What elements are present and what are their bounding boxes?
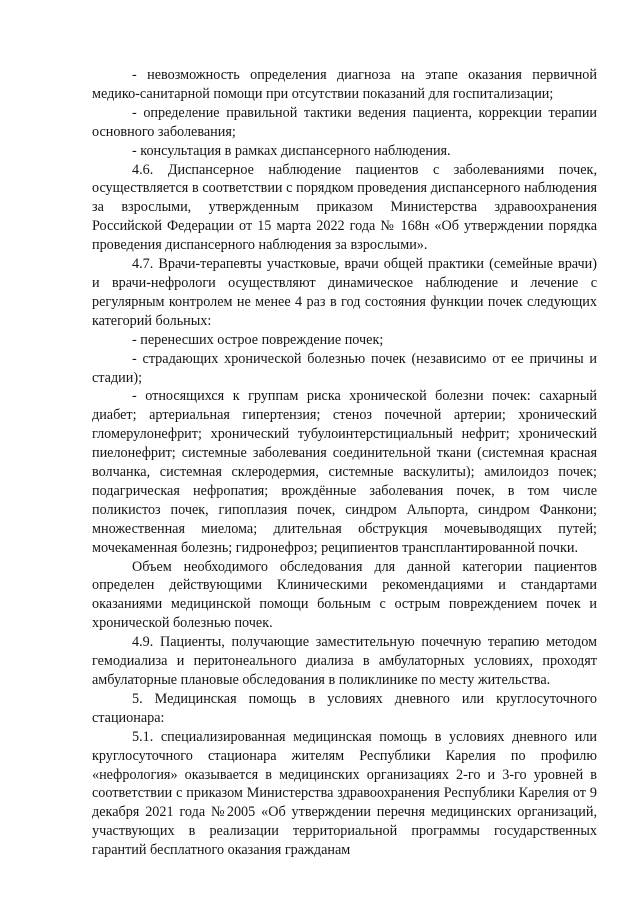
paragraph-5-1: 5.1. специализированная медицинская помощь в условиях дневного или круглосуточного стационара жителям Республики Карелия по профилю «нефрология» оказывается в медицинских организациях 2-го и 3-го уровней в соответствии с приказом Министерства здравоохранения Республики Карелия от 9 декабря 2021 года №2005 «Об утверждении перечня медицинских организаций, участвующих в реализации территориальной программы государственных гарантий бесплатного оказания гражданам: [92, 728, 597, 859]
paragraph-4-7: 4.7. Врачи-терапевты участковые, врачи общей практики (семейные врачи) и врачи-нефрологи осуществляют динамическое наблюдение и лечение с регулярным контролем не менее 4 раз в год состояния функции почек следующих категорий больных:: [92, 256, 597, 329]
document-body: [92, 66, 597, 860]
paragraph-bullet-diagnosis: - невозможность определения диагноза на этапе оказания первичной медико-санитарной помощи при отсутствии показаний для госпитализации;: [92, 67, 597, 102]
paragraph-5: 5. Медицинская помощь в условиях дневного или круглосуточного стационара:: [92, 690, 597, 726]
paragraph-bullet-risk-groups: - относящихся к группам риска хронической болезни почек: сахарный диабет; артериальная гипертензия; стеноз почечной артерии; хронический гломерулонефрит; хронический тубулоинтерстициальный нефрит; хронический пиелонефрит; системные заболевания соединительной ткани (системная красная волчанка, системная склеродермия, системные васкулиты); амилоидоз почек; подагрическая нефропатия; врождённые заболевания почек, в том числе поликистоз почек, гипоплазия почек, синдром Альпорта, синдром Фанкони; множественная миелома; длительная обструкция мочевыводящих путей; мочекаменная болезнь; гидронефроз; реципиентов трансплантированной почки.: [92, 388, 597, 556]
paragraph-bullet-chronic-disease: - страдающих хронической болезнью почек (независимо от ее причины и стадии);: [92, 350, 597, 386]
paragraph-4-6: 4.6. Диспансерное наблюдение пациентов с заболеваниями почек, осуществляется в соответствии с порядком проведения диспансерного наблюдения за взрослыми, утвержденным приказом Министерства здравоохранения Российской Федерации от 15 марта 2022 года № 168н «Об утверждении порядка проведения диспансерного наблюдения за взрослыми».: [92, 161, 597, 254]
paragraph-bullet-acute-injury: - перенесших острое повреждение почек;: [132, 331, 384, 348]
paragraph-bullet-tactics: - определение правильной тактики ведения пациента, коррекции терапии основного заболевания;: [92, 104, 597, 140]
paragraph-4-9: 4.9. Пациенты, получающие заместительную почечную терапию методом гемодиализа и перитонеального диализа в амбулаторных условиях, проходят амбулаторные плановые обследования в поликлинике по месту жительства.: [92, 634, 597, 688]
paragraph-bullet-consultation: - консультация в рамках диспансерного наблюдения.: [132, 142, 451, 159]
paragraph-examination-scope: Объем необходимого обследования для данной категории пациентов определен действующими Клиническими рекомендациями и стандартами оказаниями медицинской помощи больным с острым повреждением почек и хронической болезнью почек.: [92, 558, 597, 632]
